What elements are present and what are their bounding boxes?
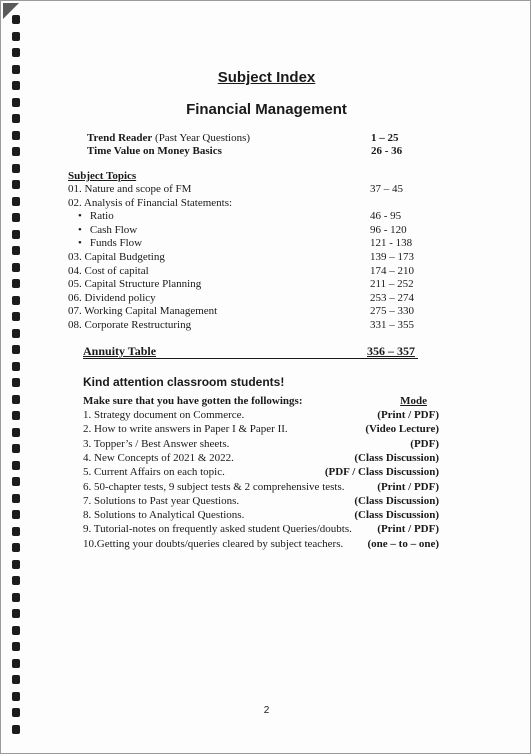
binding-hole [12, 444, 20, 453]
topic-pages: 37 – 45 [370, 183, 403, 195]
binding-hole [12, 725, 20, 734]
binding-hole [12, 131, 20, 140]
binding-hole [12, 213, 20, 222]
checklist-label: 3. Topper’s / Best Answer sheets. [83, 437, 230, 450]
checklist-mode: (PDF / Class Discussion) [324, 466, 439, 479]
binding-hole [12, 395, 20, 404]
checklist-mode: (Class Discussion) [354, 494, 439, 507]
binding-hole [12, 461, 20, 470]
checklist-label: 2. How to write answers in Paper I & Paper II. [83, 423, 288, 436]
binding-hole [12, 659, 20, 668]
checklist-mode: (one – to – one) [367, 537, 439, 550]
binding-hole [12, 230, 20, 239]
topic-pages: 275 – 330 [370, 305, 414, 318]
checklist-label: 6. 50-chapter tests, 9 subject tests & 2 comprehensive tests. [83, 480, 345, 493]
topic-label: 04. Cost of capital [68, 264, 149, 277]
page-title: Subject Index [217, 69, 316, 86]
binding-hole [12, 477, 20, 486]
binding-hole [12, 642, 20, 651]
binding-hole [12, 576, 20, 585]
binding-hole [12, 32, 20, 41]
binding-hole [12, 527, 20, 536]
checklist-mode: (PDF) [410, 437, 439, 450]
topic-label: 06. Dividend policy [68, 291, 156, 304]
binding-hole [12, 246, 20, 255]
intro-label: Time Value on Money Basics [87, 145, 222, 157]
checklist-label: 8. Solutions to Analytical Questions. [83, 509, 245, 522]
checklist-label: 5. Current Affairs on each topic. [83, 466, 225, 479]
annuity-label: Annuity Table [83, 344, 157, 358]
checklist-mode: (Class Discussion) [354, 509, 439, 522]
binding-hole [12, 48, 20, 57]
topics-heading: Subject Topics [68, 170, 137, 182]
binding-hole [12, 147, 20, 156]
binding-hole [12, 164, 20, 173]
annuity-pages: 356 – 357 [367, 344, 415, 358]
intro-pages: 1 – 25 [371, 132, 399, 144]
topic-pages: 253 – 274 [370, 291, 414, 304]
intro-label: Trend Reader [87, 132, 153, 144]
binding-hole [12, 378, 20, 387]
binding-hole [12, 543, 20, 552]
binding-hole [12, 180, 20, 189]
binding-hole [12, 411, 20, 420]
binding-hole [12, 296, 20, 305]
checklist-mode: (Print / PDF) [377, 480, 439, 493]
binding-hole [12, 510, 20, 519]
mode-heading: Mode [400, 395, 427, 407]
checklist-heading-label: Make sure that you have gotten the followings: [83, 395, 303, 407]
topic-label: 03. Capital Budgeting [68, 251, 165, 263]
checklist-label: 7. Solutions to Past year Questions. [83, 494, 240, 507]
topic-pages: 46 - 95 [370, 210, 402, 223]
checklist-label: 10.Getting your doubts/queries cleared by subject teachers. [83, 537, 344, 550]
binding-hole [12, 675, 20, 684]
binding-hole [12, 197, 20, 206]
binding-hole [12, 692, 20, 701]
binding-hole [12, 626, 20, 635]
topic-label: • Cash Flow [68, 224, 137, 237]
spiral-binding [9, 15, 23, 745]
binding-hole [12, 560, 20, 569]
topic-label: 08. Corporate Restructuring [68, 319, 192, 331]
binding-hole [12, 362, 20, 371]
binding-hole [12, 279, 20, 288]
topic-label: • Funds Flow [68, 237, 142, 250]
topic-label: 07. Working Capital Management [68, 305, 218, 318]
binding-hole [12, 593, 20, 602]
binding-hole [12, 329, 20, 338]
page-subtitle: Financial Management [186, 101, 347, 118]
intro-pages: 26 - 36 [371, 145, 403, 157]
checklist-mode: (Print / PDF) [377, 409, 439, 421]
page-number: 2 [263, 705, 270, 716]
topic-pages: 96 - 120 [370, 223, 407, 236]
topic-label: • Ratio [68, 210, 114, 223]
checklist-mode: (Print / PDF) [377, 523, 439, 536]
checklist-label: 9. Tutorial-notes on frequently asked student Queries/doubts. [83, 523, 352, 536]
binding-hole [12, 263, 20, 272]
binding-hole [12, 312, 20, 321]
annuity-rule [83, 358, 418, 359]
topic-label: 01. Nature and scope of FM [68, 183, 192, 195]
attention-heading: Kind attention classroom students! [83, 375, 285, 389]
intro-note: (Past Year Questions) [152, 132, 251, 144]
checklist-mode: (Class Discussion) [354, 451, 439, 464]
binding-hole [12, 494, 20, 503]
checklist-mode: (Video Lecture) [365, 423, 439, 436]
topic-pages: 139 – 173 [370, 251, 414, 263]
checklist-label: 4. New Concepts of 2021 & 2022. [83, 451, 234, 464]
topic-pages: 211 – 252 [370, 278, 414, 291]
topic-label: 02. Analysis of Financial Statements: [68, 196, 233, 209]
binding-hole [12, 609, 20, 618]
binding-hole [12, 428, 20, 437]
topic-label: 05. Capital Structure Planning [68, 278, 202, 291]
topic-pages: 174 – 210 [370, 264, 414, 277]
checklist-label: 1. Strategy document on Commerce. [83, 409, 245, 421]
topic-pages: 121 - 138 [370, 237, 413, 250]
binding-hole [12, 345, 20, 354]
binding-hole [12, 15, 20, 24]
topic-pages: 331 – 355 [370, 319, 414, 331]
